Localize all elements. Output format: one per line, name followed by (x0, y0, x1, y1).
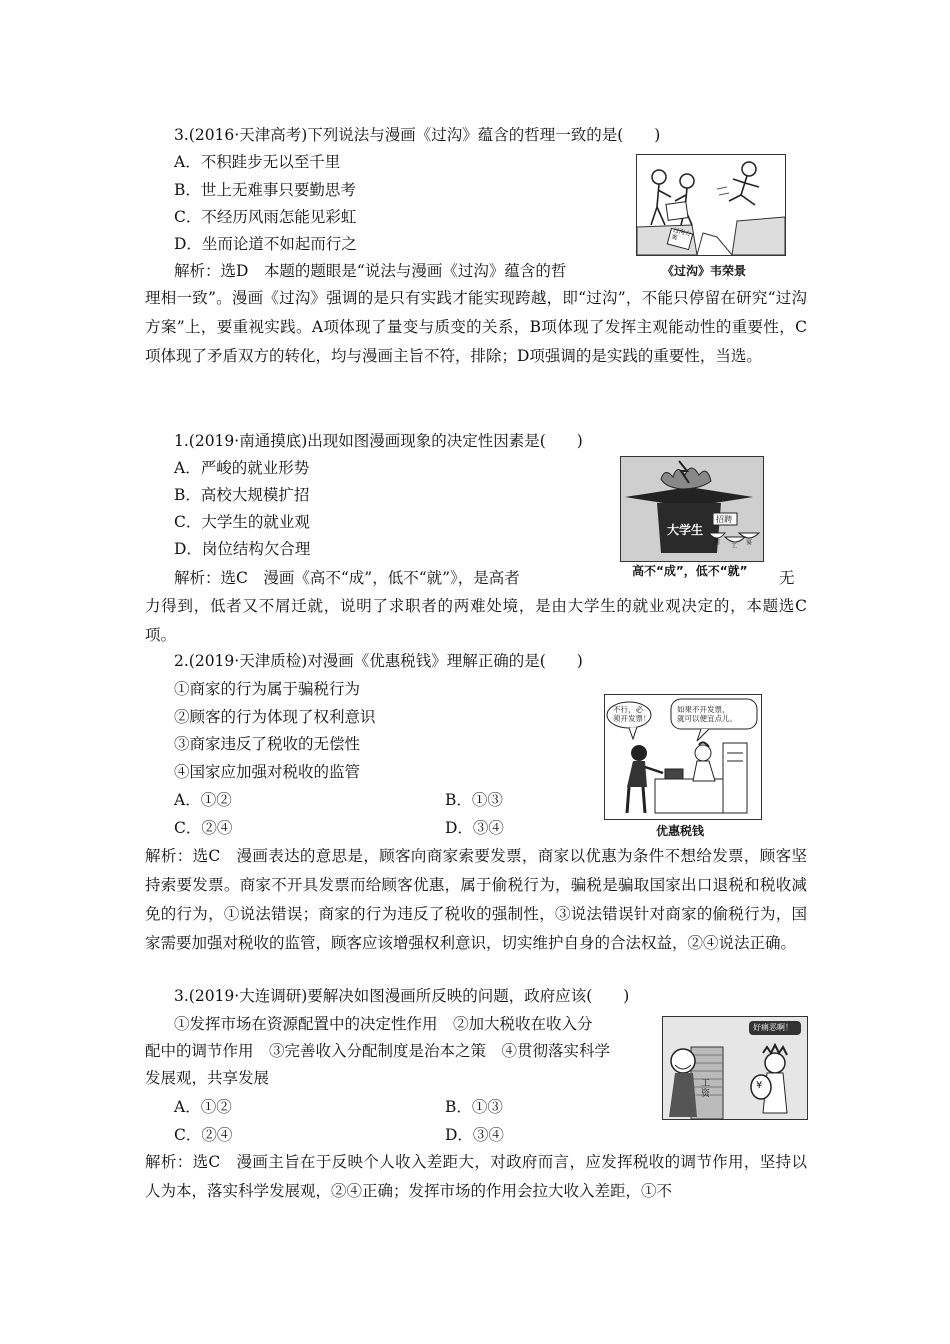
cartoon-guogou (636, 154, 786, 256)
choice-d: D．③④ (445, 1126, 504, 1144)
cartoon-banner: 好痛恶啊！ (753, 1023, 793, 1032)
statement-2: ②顾客的行为体现了权利意识 (174, 708, 376, 726)
choice-a: A．①② (174, 791, 232, 809)
choice-b: B．①③ (445, 791, 503, 809)
choice-c: C．②④ (174, 1126, 233, 1144)
option-b: B．高校大规模扩招 (174, 486, 310, 504)
sign-label: 招聘 (716, 515, 732, 524)
bowl-label: 用 (714, 539, 721, 546)
stack-char: 资 (701, 1089, 711, 1099)
cartoon-youhuishuiqian (604, 694, 762, 820)
stack-char: 工 (701, 1079, 711, 1089)
option-a: A．不积跬步无以至千里 (174, 153, 341, 171)
analysis-first-line-tail: 无 (779, 569, 795, 587)
bubble-line: 须开发票！ (613, 714, 651, 723)
figure-caption: 《过沟》韦荣景 (662, 264, 747, 278)
statement-4: ④国家应加强对税收的监管 (174, 763, 361, 781)
choice-d: D．③④ (445, 819, 504, 837)
cartoon-doc-label: 过沟方案 (670, 226, 692, 242)
bubble-customer (677, 705, 737, 723)
bowl-label: 宴 (746, 539, 753, 546)
bubble-merchant (613, 705, 651, 723)
statements-line-3: 发展观，共享发展 (145, 1069, 270, 1087)
analysis-text: 理相一致”。漫画《过沟》强调的是只有实践才能实现跨越，即“过沟”，不能只停留在研究“过沟方案”上，要重视实践。A项体现了量变与质变的关系，B项体现了发挥主观能动性的重要性，C项体现了矛盾双方的转化，均与漫画主旨不符，排除；D项强调的是实践的重要性，当选。 (145, 289, 807, 365)
analysis-text: 解析：选C 漫画主旨在于反映个人收入差距大，对政府而言，应发挥税收的调节作用，坚持以人为本，落实科学发展观，②④正确；发挥市场的作用会拉大收入差距，①不 (145, 1153, 807, 1200)
option-d: D．岗位结构欠合理 (174, 540, 311, 558)
question-stem: 1.(2019·南通摸底)出现如图漫画现象的决定性因素是( ) (174, 432, 583, 450)
wage-stack-label (701, 1079, 710, 1099)
bubble-line: 就可以便宜点儿。 (677, 714, 737, 723)
bubble-line: 不行，必 (613, 705, 643, 714)
question-stem: 3.(2016·天津高考)下列说法与漫画《过沟》蕴含的哲理一致的是( ) (174, 126, 661, 144)
statement-1: ①商家的行为属于骗税行为 (174, 680, 361, 698)
analysis-text: 力得到，低者又不屑迁就，说明了求职者的两难处境，是由大学生的就业观决定的，本题选C项。 (145, 597, 807, 644)
figure-caption: 高不“成”，低不“就” (632, 564, 748, 578)
coin-symbol: ¥ (756, 1080, 763, 1091)
hat-label: 大学生 (667, 523, 704, 537)
analysis-first-line: 解析：选D 本题的题眼是“说法与漫画《过沟》蕴含的哲 (174, 262, 567, 280)
analysis-text: 解析：选C 漫画表达的意思是，顾客向商家索要发票，商家以优惠为条件不想给发票，顾客坚持索要发票。商家不开具发票而给顾客优惠，属于偷税行为，骗税是骗取国家出口退税和税收减免的行为，①说法错误；商家的行为违反了税收的强制性，③说法错误针对商家的偷税行为，国家需要加强对税收的监管，顾客应该增强权利意识，切实维护自身的合法权益，②④说法正确。 (145, 847, 807, 952)
bubble-line: 如果不开发票， (677, 705, 730, 714)
option-c: C．不经历风雨怎能见彩虹 (174, 208, 357, 226)
choice-a: A．①② (174, 1098, 232, 1116)
option-c: C．大学生的就业观 (174, 513, 310, 531)
cartoon-income-gap (662, 1016, 808, 1120)
question-stem: 3.(2019·大连调研)要解决如图漫画所反映的问题，政府应该( ) (174, 987, 630, 1005)
statements-line-2: 配中的调节作用 ③完善收入分配制度是治本之策 ④贯彻落实科学 (145, 1042, 611, 1060)
bowl-label: 工 (731, 543, 738, 550)
figure-caption: 优惠税钱 (656, 824, 705, 838)
option-a: A．严峻的就业形势 (174, 459, 310, 477)
statement-3: ③商家违反了税收的无偿性 (174, 735, 361, 753)
analysis-first-line: 解析：选C 漫画《高不“成”，低不“就”》，是高者 (174, 569, 520, 587)
question-stem: 2.(2019·天津质检)对漫画《优惠税钱》理解正确的是( ) (174, 652, 583, 670)
statements-line-1: ①发挥市场在资源配置中的决定性作用 ②加大税收在收入分 (174, 1015, 593, 1033)
option-b: B．世上无难事只要勤思考 (174, 181, 356, 199)
choice-c: C．②④ (174, 819, 233, 837)
choice-b: B．①③ (445, 1098, 503, 1116)
option-d: D．坐而论道不如起而行之 (174, 235, 357, 253)
cartoon-gaobucheng (620, 456, 764, 562)
